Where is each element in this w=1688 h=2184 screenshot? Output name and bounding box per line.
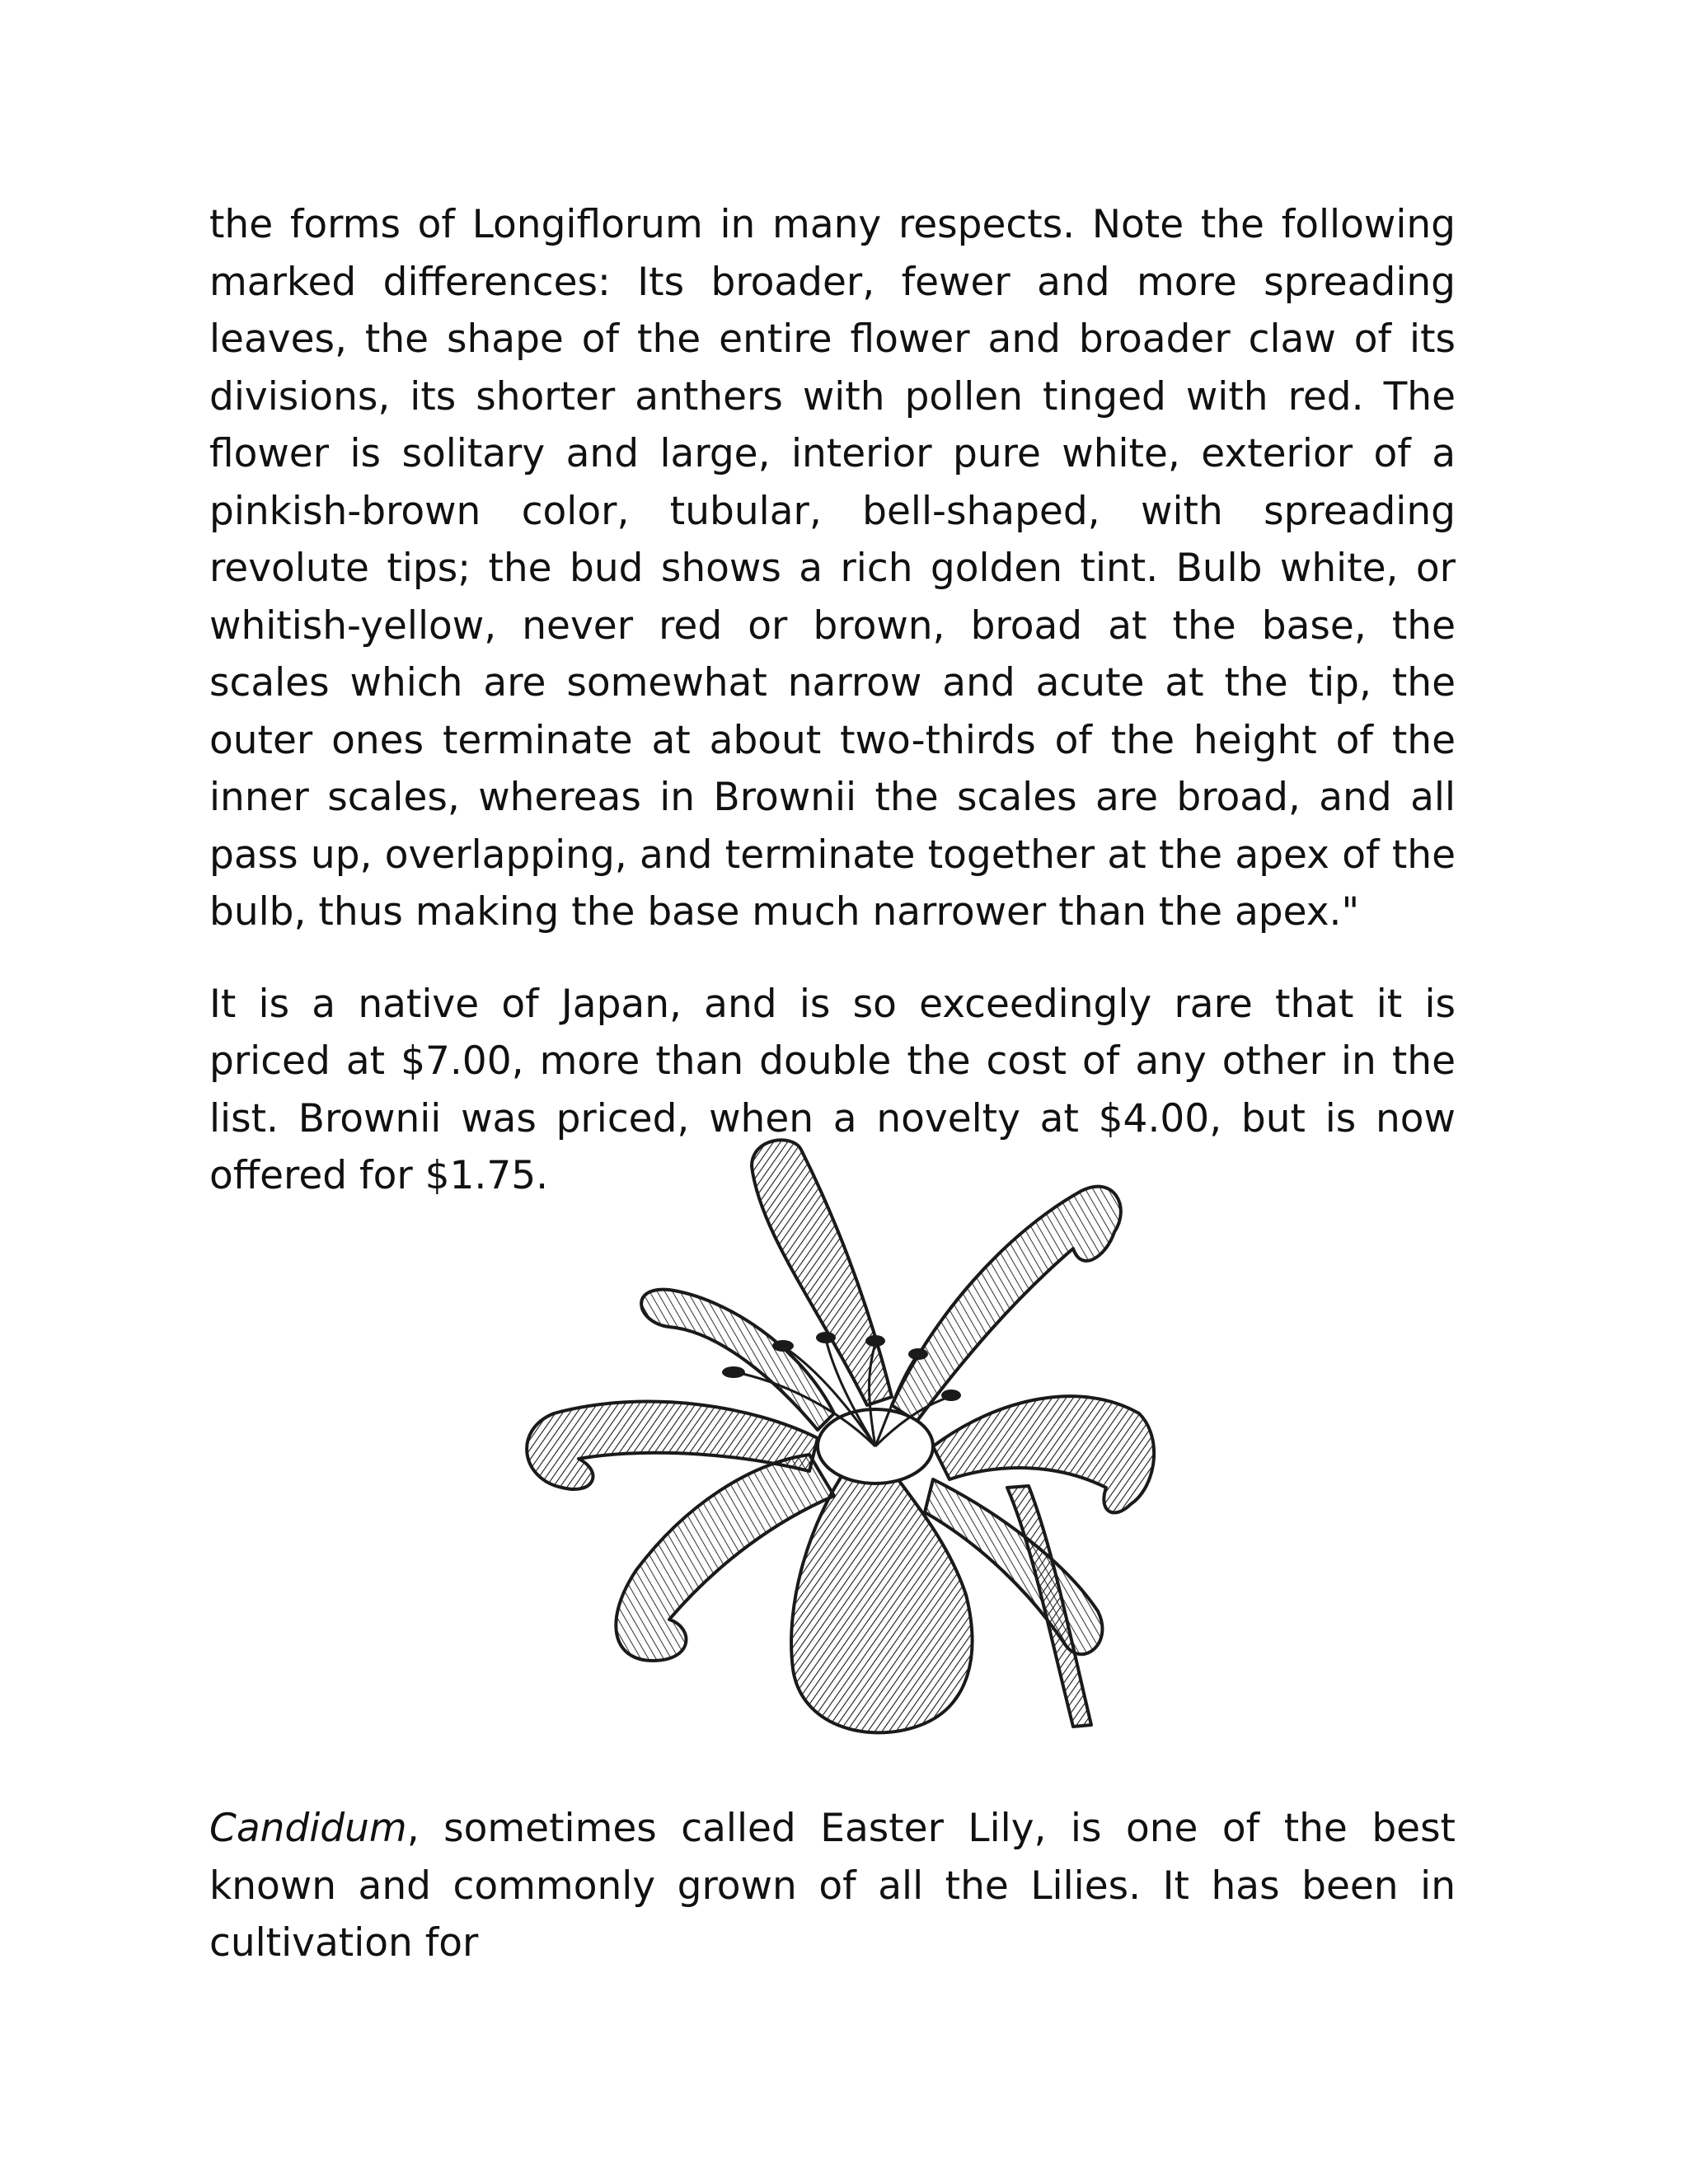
paragraph-native-japan: It is a native of Japan, and is so exceedingly rare that it is priced at $7.00, more than double the cost of any other in the list. Brownii was priced, when a novelty at $4.00, but is now offered for $1.75. [209, 981, 1456, 1198]
candidum-name: Candidum [209, 1806, 407, 1851]
paragraph-description: the forms of Longiflorum in many respects. Note the following marked differences: Its broader, fewer and more spreading leaves, the shape of the entire flower and broader claw of its divisions, its shorter anthers with pollen tinged with red. The flower is solitary and large, interior pure white, exterior of a pinkish-brown color, tubular, bell-shaped, with spreading revolute tips; the bud shows a rich golden tint. Bulb white, or whitish-yellow, never red or brown, broad at the base, the scales which are somewhat narrow and acute at the tip, the outer ones terminate at about two-thirds of the height of the inner scales, whereas in Brownii the scales are broad, and all pass up, overlapping, and terminate together at the apex of the bulb, thus making the base much narrower than the apex." [209, 202, 1456, 935]
document-body [209, 196, 1456, 1205]
lily-illustration [504, 1133, 1164, 1743]
paragraph-candidum [209, 1800, 1456, 1972]
candidum-text: , sometimes called Easter Lily, is one of the best known and commonly grown of all the Lilies. It has been in cultivation for [209, 1806, 1456, 1966]
